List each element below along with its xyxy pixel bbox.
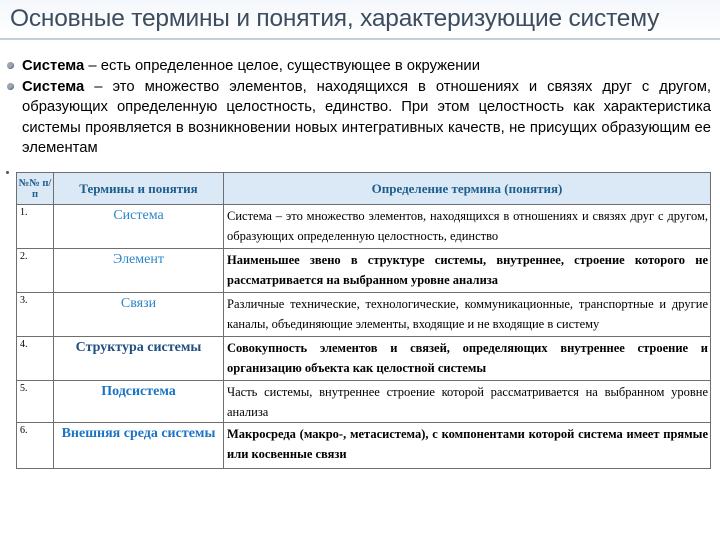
header-definition: Определение термина (понятия) xyxy=(224,173,711,205)
row-definition: Макросреда (макро-, метасистема), с компонентами которой система имеет прямые или косвенные связи xyxy=(224,423,711,469)
table-row xyxy=(17,293,711,337)
table-row xyxy=(17,205,711,249)
bullet-text: – есть определенное целое, существующее в окружении xyxy=(84,58,480,74)
row-definition: Совокупность элементов и связей, определяющих внутреннее строение и организацию объекта как целостной системы xyxy=(224,337,711,381)
row-num: 1. xyxy=(17,205,54,249)
stray-dot xyxy=(6,171,9,174)
bullet-icon xyxy=(7,83,14,90)
bullet-term: Система xyxy=(22,58,85,74)
table-header-row xyxy=(17,173,711,205)
table-row xyxy=(17,337,711,381)
header-term: Термины и понятия xyxy=(54,173,224,205)
row-definition: Наименьшее звено в структуре системы, внутреннее, строение которого не рассматривается на выбранном уровне анализа xyxy=(224,249,711,293)
bullet-text: – это множество элементов, находящихся в отношениях и связях друг с другом, образующих определенную целостность, единство. При этом целостность как характеристика системы проявляется в возникновении новых интегративных качеств, не присущих образующим ее элементам xyxy=(22,78,711,156)
page-title: Основные термины и понятия, характеризующие систему xyxy=(10,5,660,32)
bullet-item-1 xyxy=(7,56,711,77)
bullet-term: Система xyxy=(22,78,85,95)
terms-table xyxy=(16,172,711,469)
table-row xyxy=(17,381,711,423)
row-term: Подсистема xyxy=(54,381,224,423)
row-definition: Различные технические, технологические, коммуникационные, транспортные и другие каналы, объединяющие элементы, входящие и не входящие в систему xyxy=(224,293,711,337)
table-row xyxy=(17,423,711,469)
row-num: 5. xyxy=(17,381,54,423)
row-num: 3. xyxy=(17,293,54,337)
bullet-item-2 xyxy=(7,77,711,159)
row-term: Внешняя среда системы xyxy=(54,423,224,469)
table-row xyxy=(17,249,711,293)
row-definition: Система – это множество элементов, находящихся в отношениях и связях друг с другом, образующих определенную целостность, единство xyxy=(224,205,711,249)
bullet-icon xyxy=(7,62,14,69)
header-num: №№ п/п xyxy=(17,173,54,205)
title-bar xyxy=(0,0,720,40)
row-num: 6. xyxy=(17,423,54,469)
row-definition: Часть системы, внутреннее строение которой рассматривается на выбранном уровне анализа xyxy=(224,381,711,423)
row-term: Связи xyxy=(54,293,224,337)
row-term: Система xyxy=(54,205,224,249)
row-term: Структура системы xyxy=(54,337,224,381)
row-num: 4. xyxy=(17,337,54,381)
row-num: 2. xyxy=(17,249,54,293)
row-term: Элемент xyxy=(54,249,224,293)
bullet-list xyxy=(7,56,711,159)
